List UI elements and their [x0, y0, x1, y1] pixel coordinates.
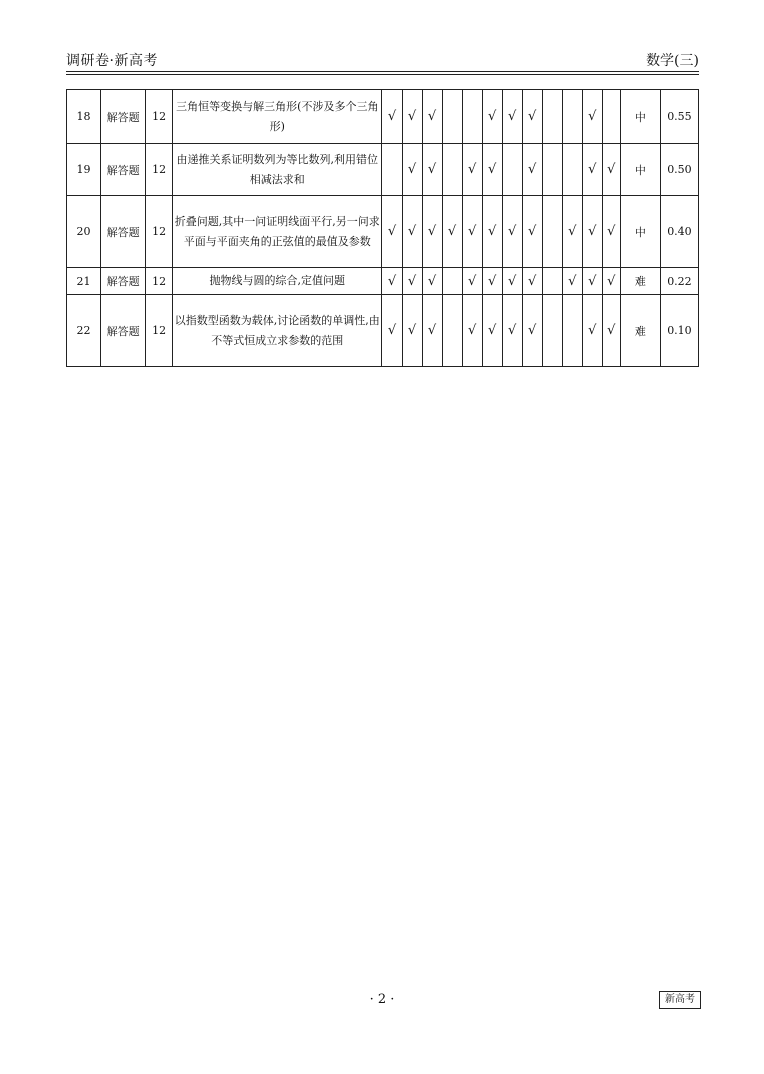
subject-title: 数学(三): [646, 53, 699, 69]
check-mark-cell: [462, 90, 482, 144]
check-mark-cell: √: [522, 90, 542, 144]
check-mark-cell: [382, 144, 402, 196]
question-number-cell: 19: [67, 144, 101, 196]
score-cell: 12: [146, 90, 173, 144]
question-number-cell: 18: [67, 90, 101, 144]
check-mark-cell: √: [582, 295, 602, 367]
description-cell: 折叠问题,其中一问证明线面平行,另一问求平面与平面夹角的正弦值的最值及参数: [173, 196, 382, 268]
question-number-cell: 21: [67, 268, 101, 295]
check-mark-cell: [562, 295, 582, 367]
check-mark-cell: √: [442, 196, 462, 268]
score-cell: 12: [146, 144, 173, 196]
check-mark-cell: √: [602, 144, 620, 196]
check-mark-cell: [442, 90, 462, 144]
table-row: [67, 144, 699, 196]
question-number-cell: 20: [67, 196, 101, 268]
question-type-cell: 解答题: [101, 144, 146, 196]
question-type-cell: 解答题: [101, 90, 146, 144]
check-mark-cell: [442, 268, 462, 295]
check-mark-cell: √: [562, 268, 582, 295]
difficulty-coefficient-cell: 0.50: [660, 144, 698, 196]
check-mark-cell: √: [462, 196, 482, 268]
check-mark-cell: √: [582, 90, 602, 144]
check-mark-cell: [502, 144, 522, 196]
check-mark-cell: √: [602, 295, 620, 367]
difficulty-level-cell: 中: [620, 144, 660, 196]
check-mark-cell: [542, 144, 562, 196]
check-mark-cell: √: [462, 268, 482, 295]
check-mark-cell: √: [582, 196, 602, 268]
check-mark-cell: √: [502, 268, 522, 295]
check-mark-cell: √: [422, 196, 442, 268]
check-mark-cell: √: [462, 295, 482, 367]
check-mark-cell: [542, 268, 562, 295]
check-mark-cell: √: [482, 196, 502, 268]
header-rule-bottom: [66, 74, 699, 75]
difficulty-level-cell: 难: [620, 295, 660, 367]
check-mark-cell: [602, 90, 620, 144]
check-mark-cell: √: [422, 268, 442, 295]
question-type-cell: 解答题: [101, 295, 146, 367]
check-mark-cell: √: [402, 268, 422, 295]
check-mark-cell: √: [402, 196, 422, 268]
page-header: [66, 50, 699, 70]
table-row: [67, 295, 699, 367]
check-mark-cell: √: [522, 295, 542, 367]
score-cell: 12: [146, 196, 173, 268]
check-mark-cell: √: [502, 90, 522, 144]
check-mark-cell: √: [482, 144, 502, 196]
check-mark-cell: √: [502, 295, 522, 367]
check-mark-cell: √: [422, 144, 442, 196]
check-mark-cell: √: [482, 90, 502, 144]
difficulty-coefficient-cell: 0.40: [660, 196, 698, 268]
description-cell: 以指数型函数为载体,讨论函数的单调性,由不等式恒成立求参数的范围: [173, 295, 382, 367]
check-mark-cell: √: [522, 268, 542, 295]
score-cell: 12: [146, 295, 173, 367]
check-mark-cell: √: [402, 144, 422, 196]
description-cell: 由递推关系证明数列为等比数列,利用错位相减法求和: [173, 144, 382, 196]
score-cell: 12: [146, 268, 173, 295]
description-cell: 三角恒等变换与解三角形(不涉及多个三角形): [173, 90, 382, 144]
check-mark-cell: √: [582, 144, 602, 196]
check-mark-cell: √: [462, 144, 482, 196]
check-mark-cell: √: [402, 90, 422, 144]
check-mark-cell: [542, 90, 562, 144]
question-type-cell: 解答题: [101, 268, 146, 295]
check-mark-cell: [542, 295, 562, 367]
edition-badge: 新高考: [659, 991, 701, 1009]
difficulty-coefficient-cell: 0.55: [660, 90, 698, 144]
difficulty-coefficient-cell: 0.10: [660, 295, 698, 367]
check-mark-cell: √: [422, 295, 442, 367]
check-mark-cell: √: [562, 196, 582, 268]
check-mark-cell: √: [582, 268, 602, 295]
exam-series-title: 调研卷·新高考: [66, 53, 158, 69]
check-mark-cell: √: [422, 90, 442, 144]
page-number: · 2 ·: [369, 992, 395, 1007]
check-mark-cell: [542, 196, 562, 268]
check-mark-cell: √: [602, 268, 620, 295]
question-type-cell: 解答题: [101, 196, 146, 268]
check-mark-cell: √: [522, 144, 542, 196]
question-analysis-table: [66, 89, 699, 367]
check-mark-cell: [562, 144, 582, 196]
check-mark-cell: √: [382, 295, 402, 367]
check-mark-cell: √: [382, 268, 402, 295]
difficulty-level-cell: 难: [620, 268, 660, 295]
difficulty-level-cell: 中: [620, 90, 660, 144]
check-mark-cell: √: [382, 90, 402, 144]
difficulty-level-cell: 中: [620, 196, 660, 268]
check-mark-cell: √: [382, 196, 402, 268]
table-row: [67, 196, 699, 268]
check-mark-cell: √: [482, 295, 502, 367]
check-mark-cell: √: [602, 196, 620, 268]
table-row: [67, 90, 699, 144]
check-mark-cell: √: [402, 295, 422, 367]
question-number-cell: 22: [67, 295, 101, 367]
description-cell: 抛物线与圆的综合,定值问题: [173, 268, 382, 295]
check-mark-cell: √: [522, 196, 542, 268]
table-row: [67, 268, 699, 295]
check-mark-cell: √: [482, 268, 502, 295]
header-rule-top: [66, 71, 699, 72]
check-mark-cell: √: [502, 196, 522, 268]
check-mark-cell: [442, 295, 462, 367]
check-mark-cell: [562, 90, 582, 144]
check-mark-cell: [442, 144, 462, 196]
difficulty-coefficient-cell: 0.22: [660, 268, 698, 295]
